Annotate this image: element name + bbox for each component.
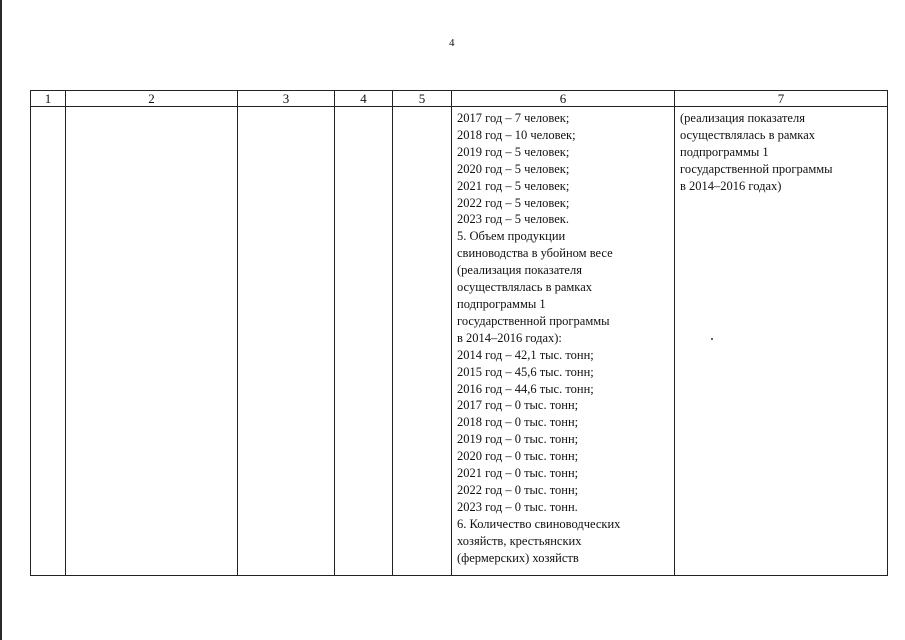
indicator-line: свиноводства в убойном весе [457, 246, 613, 261]
column-header-1: 1 [31, 91, 66, 107]
indicator-text [452, 107, 674, 566]
indicator-line: 2022 год – 5 человек; [457, 195, 570, 210]
indicator-line: 2019 год – 5 человек; [457, 144, 570, 159]
indicator-line: (фермерских) хозяйств [457, 550, 579, 565]
page-number: 4 [449, 37, 455, 49]
cell-col-4 [335, 107, 393, 576]
indicator-line: 2015 год – 45,6 тыс. тонн; [457, 364, 594, 379]
indicator-line: хозяйств, крестьянских [457, 533, 582, 548]
note-line: в 2014–2016 годах) [680, 178, 782, 193]
column-header-4: 4 [335, 91, 393, 107]
column-header-6: 6 [452, 91, 675, 107]
indicator-line: 5. Объем продукции [457, 229, 566, 244]
cell-col-7 [675, 107, 888, 576]
indicator-line: государственной программы [457, 313, 610, 328]
note-line: (реализация показателя [680, 111, 805, 125]
indicator-line: 2023 год – 0 тыс. тонн. [457, 499, 578, 514]
note-line: подпрограммы 1 [680, 144, 769, 159]
column-header-5: 5 [393, 91, 452, 107]
indicator-line: 2020 год – 0 тыс. тонн; [457, 449, 579, 464]
table-header-row [31, 91, 888, 107]
cell-col-3 [238, 107, 335, 576]
indicator-line: 2019 год – 0 тыс. тонн; [457, 432, 579, 447]
indicator-line: подпрограммы 1 [457, 296, 546, 311]
note-line: осуществлялась в рамках [680, 127, 815, 142]
column-header-3: 3 [238, 91, 335, 107]
indicator-line: 2018 год – 0 тыс. тонн; [457, 415, 579, 430]
indicator-line: 2022 год – 0 тыс. тонн; [457, 482, 579, 497]
indicator-line: 2017 год – 7 человек; [457, 111, 570, 125]
indicator-line: 2021 год – 0 тыс. тонн; [457, 466, 579, 481]
indicator-line: 2016 год – 44,6 тыс. тонн; [457, 381, 594, 396]
cell-col-6 [452, 107, 675, 576]
indicator-line: осуществлялась в рамках [457, 280, 592, 295]
indicator-line: 2021 год – 5 человек; [457, 178, 570, 193]
indicator-line: в 2014–2016 годах): [457, 330, 562, 345]
indicator-line: (реализация показателя [457, 263, 582, 278]
scan-speck [711, 338, 713, 340]
cell-col-2 [66, 107, 238, 576]
indicator-line: 2017 год – 0 тыс. тонн; [457, 398, 579, 413]
indicator-line: 2018 год – 10 человек; [457, 127, 576, 142]
cell-col-5 [393, 107, 452, 576]
note-text [675, 107, 887, 195]
indicator-line: 2023 год – 5 человек. [457, 212, 569, 227]
note-line: государственной программы [680, 161, 833, 176]
document-table [30, 90, 888, 576]
indicator-line: 2020 год – 5 человек; [457, 161, 570, 176]
cell-col-1 [31, 107, 66, 576]
indicator-line: 6. Количество свиноводческих [457, 516, 621, 531]
table-row [31, 107, 888, 576]
column-header-2: 2 [66, 91, 238, 107]
scan-left-edge [0, 0, 2, 640]
column-header-7: 7 [675, 91, 888, 107]
indicator-line: 2014 год – 42,1 тыс. тонн; [457, 347, 594, 362]
